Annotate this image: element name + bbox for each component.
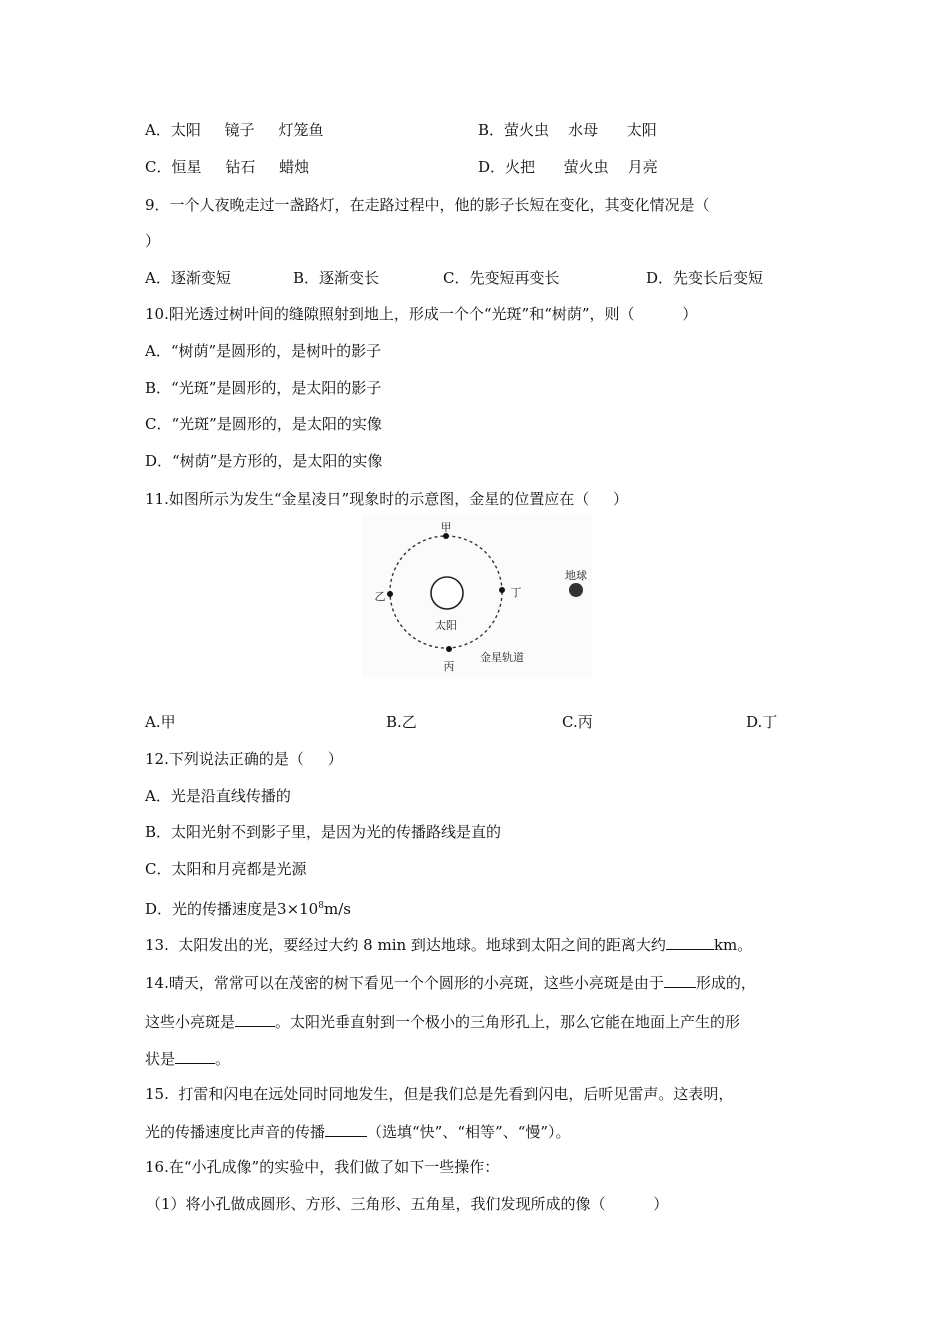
q9-stem-end: ） (145, 232, 161, 250)
sun-circle (431, 577, 463, 609)
q12-option-c: C．太阳和月亮都是光源 (145, 860, 307, 878)
label-bing: 丙 (443, 660, 455, 673)
q16-sub-1: （1）将小孔做成圆形、方形、三角形、五角星，我们发现所成的像（ ） (146, 1195, 669, 1213)
earth-dot (569, 583, 583, 597)
q13-blank[interactable] (666, 933, 714, 950)
venus-transit-diagram (362, 515, 592, 677)
q14-line-1 (145, 971, 756, 993)
q12-d-text: D．光的传播速度是3×10 (145, 900, 319, 918)
q14-blank-1[interactable] (664, 971, 696, 988)
q12-option-a: A．光是沿直线传播的 (145, 787, 291, 805)
q14-blank-3[interactable] (175, 1047, 215, 1064)
q9-option-a: A．逐渐变短 (145, 269, 231, 287)
label-jia: 甲 (440, 521, 452, 534)
q13-text: 13. 太阳发出的光，要经过大约 8 min 到达地球。地球到太阳之间的距离大约 (145, 936, 666, 954)
q8-option-c: C．恒星 钻石 蜡烛 (145, 158, 310, 176)
q10-option-d: D．“树荫”是方形的，是太阳的实像 (145, 452, 383, 470)
q15-l2-end: （选填“快”、“相等”、“慢”）。 (367, 1123, 571, 1141)
q11-stem: 11.如图所示为发生“金星凌日”现象时的示意图，金星的位置应在（ ） (145, 490, 629, 508)
q13-line (145, 933, 752, 955)
point-yi (387, 591, 393, 597)
q12-option-b: B．太阳光射不到影子里，是因为光的传播路线是直的 (145, 823, 502, 841)
q15-blank[interactable] (325, 1120, 367, 1137)
orbit-label: 金星轨道 (480, 651, 524, 664)
q10-stem: 10.阳光透过树叶间的缝隙照射到地上，形成一个个“光斑”和“树荫”，则（ ） (145, 305, 698, 323)
label-yi: 乙 (374, 590, 386, 603)
q14-l1-text: 14.晴天，常常可以在茂密的树下看见一个个圆形的小亮斑，这些小亮斑是由于 (145, 974, 664, 992)
q14-l3-text: 状是 (145, 1050, 176, 1068)
q14-line-2 (145, 1010, 740, 1032)
earth-label: 地球 (565, 569, 587, 582)
sun-label: 太阳 (435, 619, 457, 632)
q8-option-a: A．太阳 镜子 灯笼鱼 (145, 121, 324, 139)
q11-option-d: D.丁 (746, 713, 778, 731)
q14-l2-text: 这些小亮斑是 (145, 1013, 236, 1031)
q8-option-b: B．萤火虫 水母 太阳 (478, 121, 657, 139)
q9-option-d: D．先变长后变短 (646, 269, 764, 287)
point-ding (499, 587, 505, 593)
q14-l2-end: 。太阳光垂直射到一个极小的三角形孔上，那么它能在地面上产生的形 (275, 1013, 741, 1031)
q9-option-b: B．逐渐变长 (293, 269, 380, 287)
q10-option-c: C．“光斑”是圆形的，是太阳的实像 (145, 415, 382, 433)
q11-option-c: C.丙 (562, 713, 593, 731)
q15-line-2 (145, 1120, 571, 1142)
point-bing (446, 646, 452, 652)
q9-stem: 9．一个人夜晚走过一盏路灯，在走路过程中，他的影子长短在变化，其变化情况是（ (145, 196, 710, 214)
q13-unit: km。 (713, 936, 753, 954)
q14-blank-2[interactable] (235, 1010, 275, 1027)
q14-line-3 (145, 1047, 230, 1069)
q14-l3-end: 。 (215, 1050, 231, 1068)
label-ding: 丁 (510, 586, 522, 599)
q12-stem: 12.下列说法正确的是（ ） (145, 750, 343, 768)
q14-l1-end: 形成的， (695, 974, 756, 992)
q11-option-b: B.乙 (386, 713, 417, 731)
q15-line-1: 15. 打雷和闪电在远处同时同地发生，但是我们总是先看到闪电，后听见雷声。这表明， (145, 1085, 734, 1103)
q12-d-unit: m/s (323, 900, 351, 918)
q11-option-a: A.甲 (145, 713, 176, 731)
q16-stem: 16.在“小孔成像”的实验中，我们做了如下一些操作： (145, 1158, 500, 1176)
q8-option-d: D．火把 萤火虫 月亮 (478, 158, 658, 176)
q12-option-d (145, 896, 351, 919)
q9-option-c: C．先变短再变长 (443, 269, 560, 287)
q12-d-exponent: 8 (318, 901, 324, 911)
q10-option-b: B．“光斑”是圆形的，是太阳的影子 (145, 379, 382, 397)
q15-l2-text: 光的传播速度比声音的传播 (145, 1123, 326, 1141)
q10-option-a: A．“树荫”是圆形的，是树叶的影子 (145, 342, 382, 360)
